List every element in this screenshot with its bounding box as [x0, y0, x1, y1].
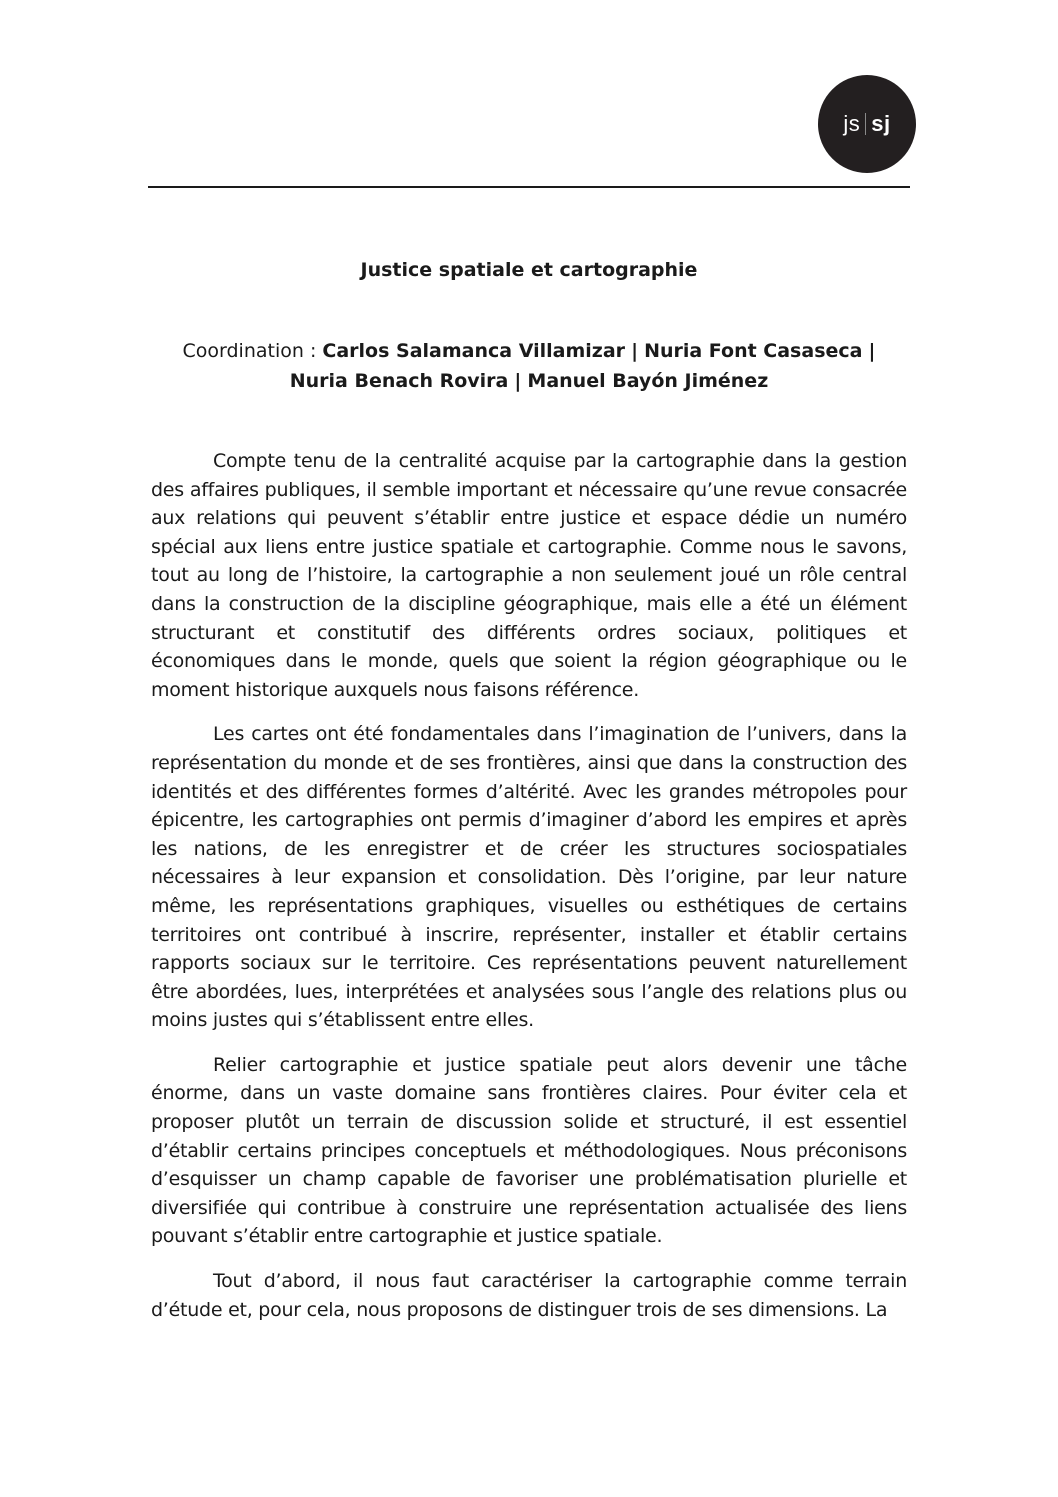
header-rule — [148, 186, 910, 188]
logo-right-text: sj — [871, 111, 891, 136]
body-paragraph: Compte tenu de la centralité acquise par la cartographie dans la gestion des affaires publiques, il semble important et nécessaire qu’une revue consacrée aux relations qui peuvent s’établir entre justice et espace dédie un numéro spécial aux liens entre justice spatiale et cartographie. Comme nous le savons, tout au long de l’histoire, la cartographie a non seulement joué un rôle central dans la construction de la discipline géographique, mais elle a été un élément structurant et constitutif des différents ordres sociaux, politiques et économiques dans le monde, quels que soient la région géographique ou le moment historique auxquels nous faisons référence. — [151, 450, 907, 701]
coordination-author: Manuel Bayón Jiménez — [527, 370, 769, 392]
coordination-author: Nuria Benach Rovira — [289, 370, 509, 392]
author-separator: | — [631, 340, 639, 362]
author-separator: | — [868, 340, 876, 362]
coordination-label: Coordination : — [182, 340, 317, 362]
coordination-block — [148, 336, 910, 396]
logo-separator — [865, 113, 866, 135]
article-body — [151, 447, 907, 1340]
body-paragraph: Tout d’abord, il nous faut caractériser la cartographie comme terrain d’étude et, pour cela, nous proposons de distinguer trois de ses dimensions. La — [151, 1270, 907, 1321]
logo-left-text: js — [843, 111, 861, 136]
body-paragraph: Les cartes ont été fondamentales dans l’imagination de l’univers, dans la représentation du monde et de ses frontières, ainsi que dans la construction des identités et des différentes formes d’altérité. Avec les grandes métropoles pour épicentre, les cartographies ont permis d’imaginer d’abord les empires et après les nations, de les enregistrer et de créer les structures sociospatiales nécessaires à leur expansion et consolidation. Dès l’origine, par leur nature même, les représentations graphiques, visuelles ou esthétiques de certains territoires ont contribué à inscrire, représenter, installer et établir certains rapports sociaux sur le territoire. Ces représentations peuvent naturellement être abordées, lues, interprétées et analysées sous l’angle des relations plus ou moins justes qui s’établissent entre elles. — [151, 723, 907, 1032]
coordination-author: Nuria Font Casaseca — [644, 340, 863, 362]
body-paragraph: Relier cartographie et justice spatiale peut alors devenir une tâche énorme, dans un vaste domaine sans frontières claires. Pour éviter cela et proposer plutôt un terrain de discussion solide et structuré, il est essentiel d’établir certains principes conceptuels et méthodologiques. Nous préconisons d’esquisser un champ capable de favoriser une problématisation plurielle et diversifiée qui contribue à construire une représentation actualisée des liens pouvant s’établir entre cartographie et justice spatiale. — [151, 1053, 907, 1248]
author-separator: | — [514, 370, 522, 392]
coordination-author: Carlos Salamanca Villamizar — [322, 340, 626, 362]
jssj-logo — [818, 75, 916, 173]
article-title: Justice spatiale et cartographie — [360, 259, 698, 281]
